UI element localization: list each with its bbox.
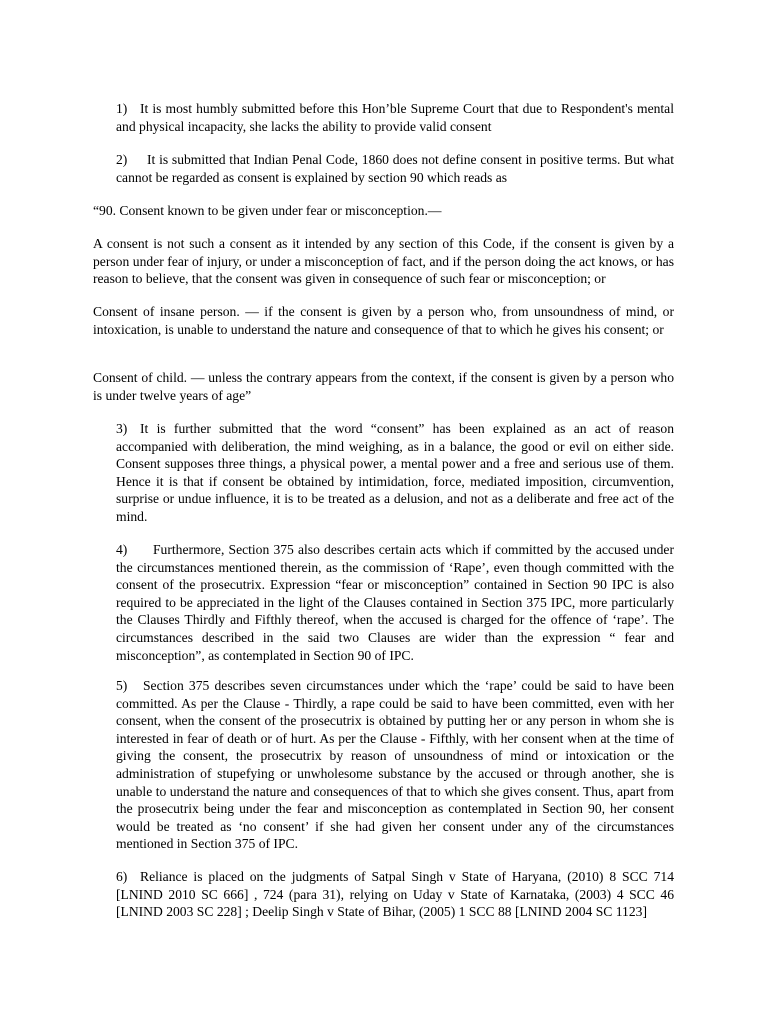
quote-heading: “90. Consent known to be given under fear or misconception.— <box>93 203 442 218</box>
paragraph-5 <box>116 677 674 853</box>
paragraph-text: It is further submitted that the word “consent” has been explained as an act of reason accompanied with deliberation, the mind weighing, as in a balance, the good or evil on either side. Consent supposes three things, a physical power, a mental power and a free and serious use of them. Hence it is that if consent be obtained by intimidation, force, mediated imposition, circumvention, surprise or undue influence, it is to be treated as a delusion, and not as a deliberate and free act of the mind. <box>116 421 674 524</box>
paragraph-number: 6) <box>116 869 128 884</box>
quote-clause: Consent of child. — unless the contrary appears from the context, if the consent is given by a person who is under twelve years of age” <box>93 370 674 403</box>
quote-clause: Consent of insane person. — if the consent is given by a person who, from unsoundness of mind, or intoxication, is unable to understand the nature and consequence of that to which he gives his consent; or <box>93 304 674 337</box>
paragraph-1 <box>116 100 674 135</box>
paragraph-number: 4) <box>116 542 128 557</box>
paragraph-number: 5) <box>116 678 128 693</box>
paragraph-text: It is most humbly submitted before this Hon’ble Supreme Court that due to Respondent's mental and physical incapacity, she lacks the ability to provide valid consent <box>116 101 674 134</box>
paragraph-text: It is submitted that Indian Penal Code, 1860 does not define consent in positive terms. But what cannot be regarded as consent is explained by section 90 which reads as <box>116 152 674 185</box>
paragraph-3 <box>116 420 674 526</box>
paragraph-number: 1) <box>116 101 128 116</box>
paragraph-text: Section 375 describes seven circumstances under which the ‘rape’ could be said to have been committed. As per the Clause - Thirdly, a rape could be said to have been committed, even with her consent, when the consent of the prosecutrix is obtained by putting her or any person in whom she is interested in fear of death or of hurt. As per the Clause - Fifthly, with her consent when at the time of giving the consent, the prosecutrix by reason of unsoundness of mind or intoxication or the administration of stupefying or unwholesome substance by the accused or through another, she is unable to understand the nature and consequences of that to which she gives consent. Thus, apart from the prosecutrix being under the fear and misconception as contemplated in Section 90, her consent would be treated as ‘no consent’ if she had given her consent under any of the circumstances mentioned in Section 375 of IPC. <box>116 678 674 852</box>
paragraph-4 <box>116 541 674 664</box>
paragraph-2 <box>116 151 674 186</box>
paragraph-6 <box>116 868 674 921</box>
paragraph-number: 2) <box>116 152 128 167</box>
paragraph-text: Reliance is placed on the judgments of Satpal Singh v State of Haryana, (2010) 8 SCC 714 [LNIND 2010 SC 666] , 724 (para 31), relying on Uday v State of Karnataka, (2003) 4 SCC 46 [LNIND 2003 SC 228] ; Deelip Singh v State of Bihar, (2005) 1 SCC 88 [LNIND 2004 SC 1123] <box>116 869 674 920</box>
paragraph-number: 3) <box>116 421 128 436</box>
paragraph-text: Furthermore, Section 375 also describes certain acts which if committed by the accused under the circumstances mentioned therein, as the commission of ‘Rape’, even though committed with the consent of the prosecutrix. Expression “fear or misconception” contained in Section 90 IPC is also required to be appreciated in the light of the Clauses contained in Section 375 IPC, more particularly the Clauses Thirdly and Fifthly thereof, when the accused is charged for the offence of ‘rape’. The circumstances described in the said two Clauses are wider than the expression “ fear and misconception”, as contemplated in Section 90 of IPC. <box>116 542 674 663</box>
quote-clause: A consent is not such a consent as it intended by any section of this Code, if the consent is given by a person under fear of injury, or under a misconception of fact, and if the person doing the act knows, or has reason to believe, that the consent was given in consequence of such fear or misconception; or <box>93 236 674 287</box>
